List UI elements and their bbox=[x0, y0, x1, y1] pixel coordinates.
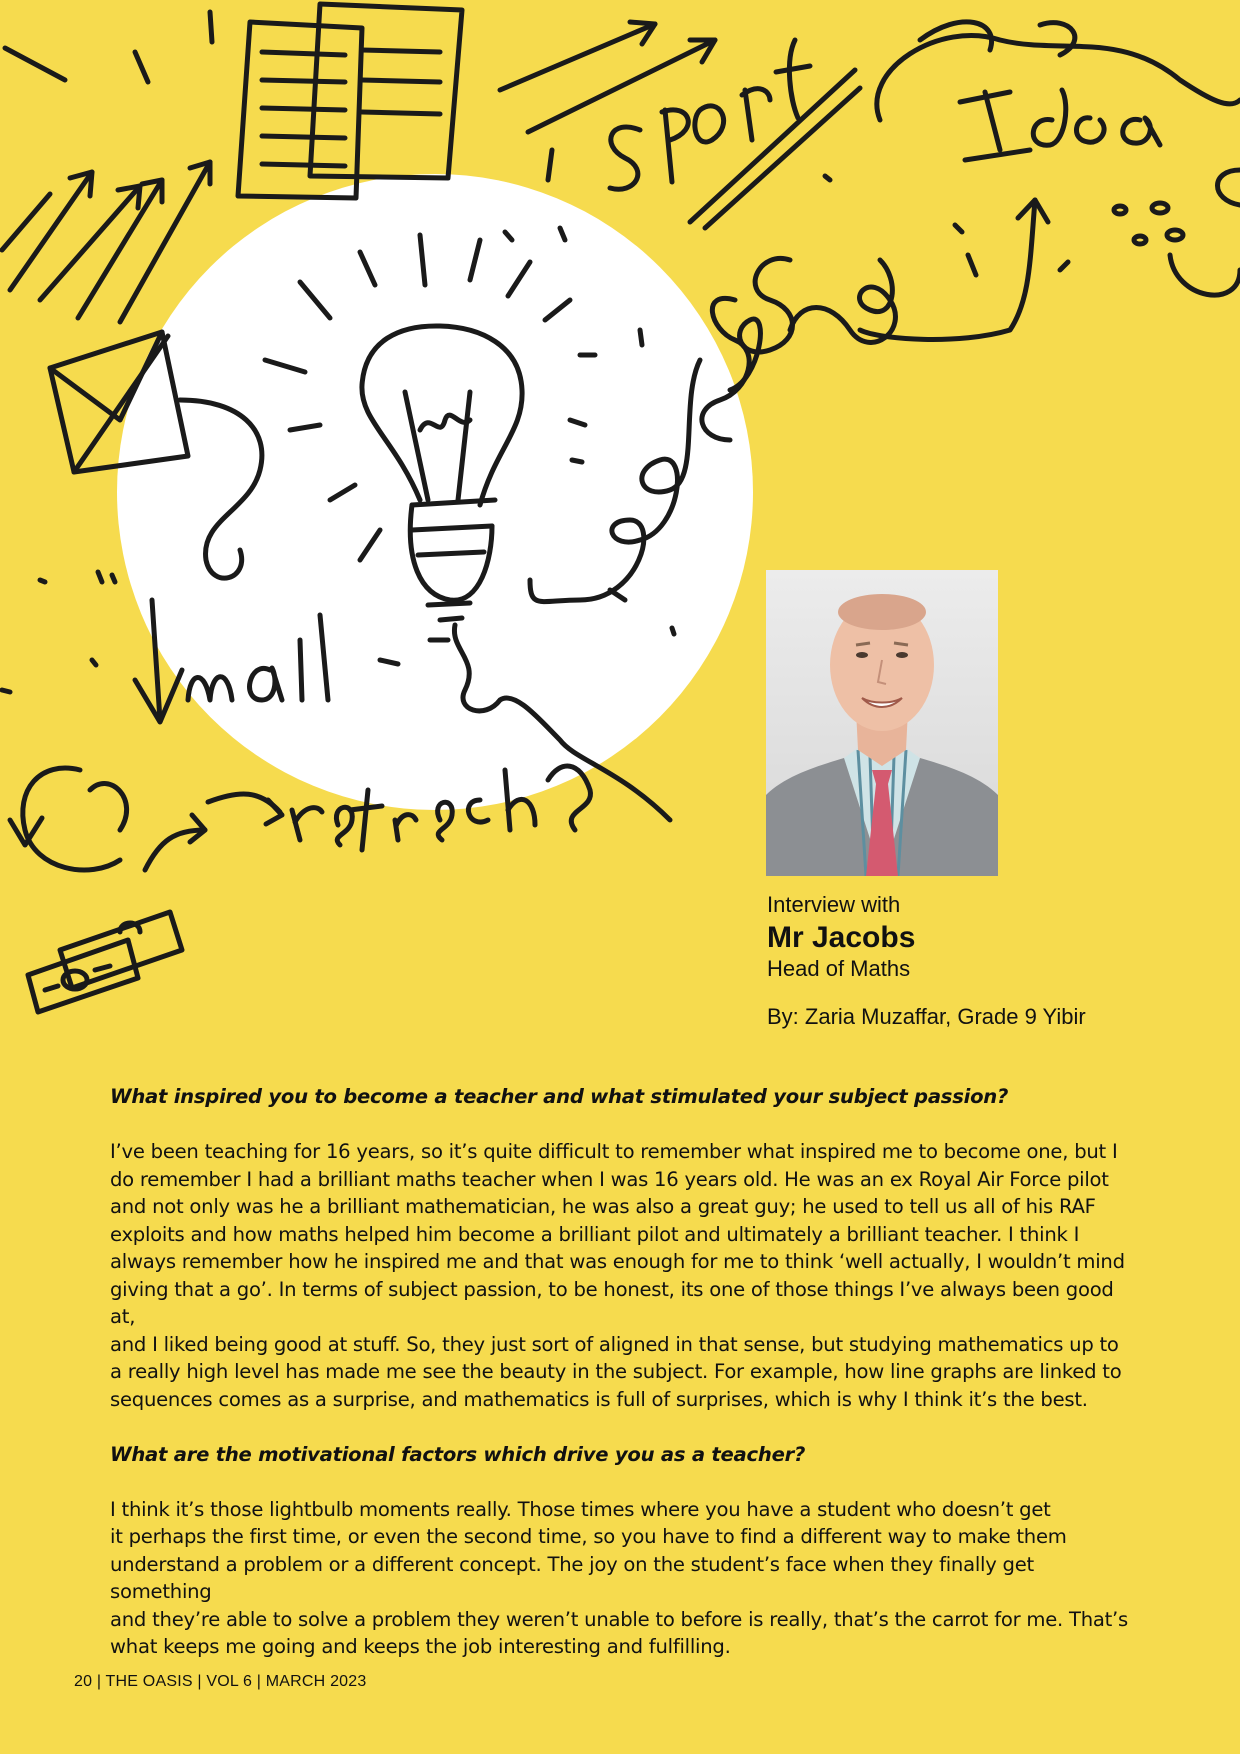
portrait-photo bbox=[766, 570, 998, 876]
answer-1 bbox=[110, 1138, 1140, 1413]
answer-1-line: exploits and how maths helped him become a brilliant pilot and ultimately a brilliant teacher. I think I bbox=[110, 1222, 1080, 1246]
answer-1-line: and I liked being good at stuff. So, they just sort of aligned in that sense, but studying mathematics up to bbox=[110, 1332, 1119, 1356]
answer-2-line: understand a problem or a different concept. The joy on the student’s face when they finally get something bbox=[110, 1552, 1034, 1603]
sport-word: sport bbox=[640, 149, 645, 151]
interview-byline bbox=[767, 892, 1207, 1030]
page-footer: 20 | THE OASIS | VOL 6 | MARCH 2023 bbox=[74, 1673, 367, 1690]
answer-1-line: and not only was he a brilliant mathematician, he was also a great guy; he used to tell us all of his RAF bbox=[110, 1195, 1096, 1218]
answer-2-line: and they’re able to solve a problem they weren’t unable to before is really, that’s the carrot for me. That’s bbox=[110, 1607, 1128, 1631]
answer-1-line: do remember I had a brilliant maths teacher when I was 16 years old. He was an ex Royal Air Force pilot bbox=[110, 1167, 1109, 1191]
article-body bbox=[110, 1083, 1140, 1661]
interviewee-name: Mr Jacobs bbox=[767, 921, 916, 954]
question-2: What are the motivational factors which drive you as a teacher? bbox=[110, 1442, 806, 1466]
answer-1-line: sequences comes as a surprise, and mathematics is full of surprises, which is why I think it’s the best. bbox=[110, 1387, 1088, 1411]
answer-1-line: always remember how he inspired me and that was enough for me to think ‘well actually, I wouldn’t mind bbox=[110, 1250, 1125, 1273]
interview-lead: Interview with bbox=[767, 892, 901, 917]
answer-1-line: giving that a go’. In terms of subject passion, to be honest, its one of those things I’ve always been good at, bbox=[110, 1277, 1114, 1328]
idea-doodle bbox=[877, 22, 1240, 295]
question-1: What inspired you to become a teacher and what stimulated your subject passion? bbox=[110, 1085, 1009, 1108]
sport-doodle bbox=[548, 40, 860, 228]
arrows-up-icon bbox=[2, 162, 210, 322]
answer-2-line: it perhaps the first time, or even the second time, so you have to find a different way to make them bbox=[110, 1525, 1067, 1548]
document-icon bbox=[238, 4, 462, 198]
answer-2-line: I think it’s those lightbulb moments really. Those times where you have a student who doesn’t get bbox=[110, 1497, 1051, 1521]
answer-1-line: a really high level has made me see the beauty in the subject. For example, how line graphs are linked to bbox=[110, 1360, 1122, 1383]
interviewee-role: Head of Maths bbox=[767, 956, 911, 981]
mail-word: mail bbox=[190, 699, 194, 701]
refresh-word: refresh bbox=[300, 829, 307, 831]
answer-2-line: what keeps me going and keeps the job interesting and fulfilling. bbox=[110, 1635, 731, 1658]
answer-2 bbox=[110, 1496, 1140, 1661]
author-byline: By: Zaria Muzaffar, Grade 9 Yibir bbox=[767, 1004, 1086, 1029]
money-icon bbox=[28, 912, 182, 1012]
idea-word: Idea bbox=[1000, 139, 1004, 141]
answer-1-line: I’ve been teaching for 16 years, so it’s quite difficult to remember what inspired me to become one, but I bbox=[110, 1140, 1118, 1163]
